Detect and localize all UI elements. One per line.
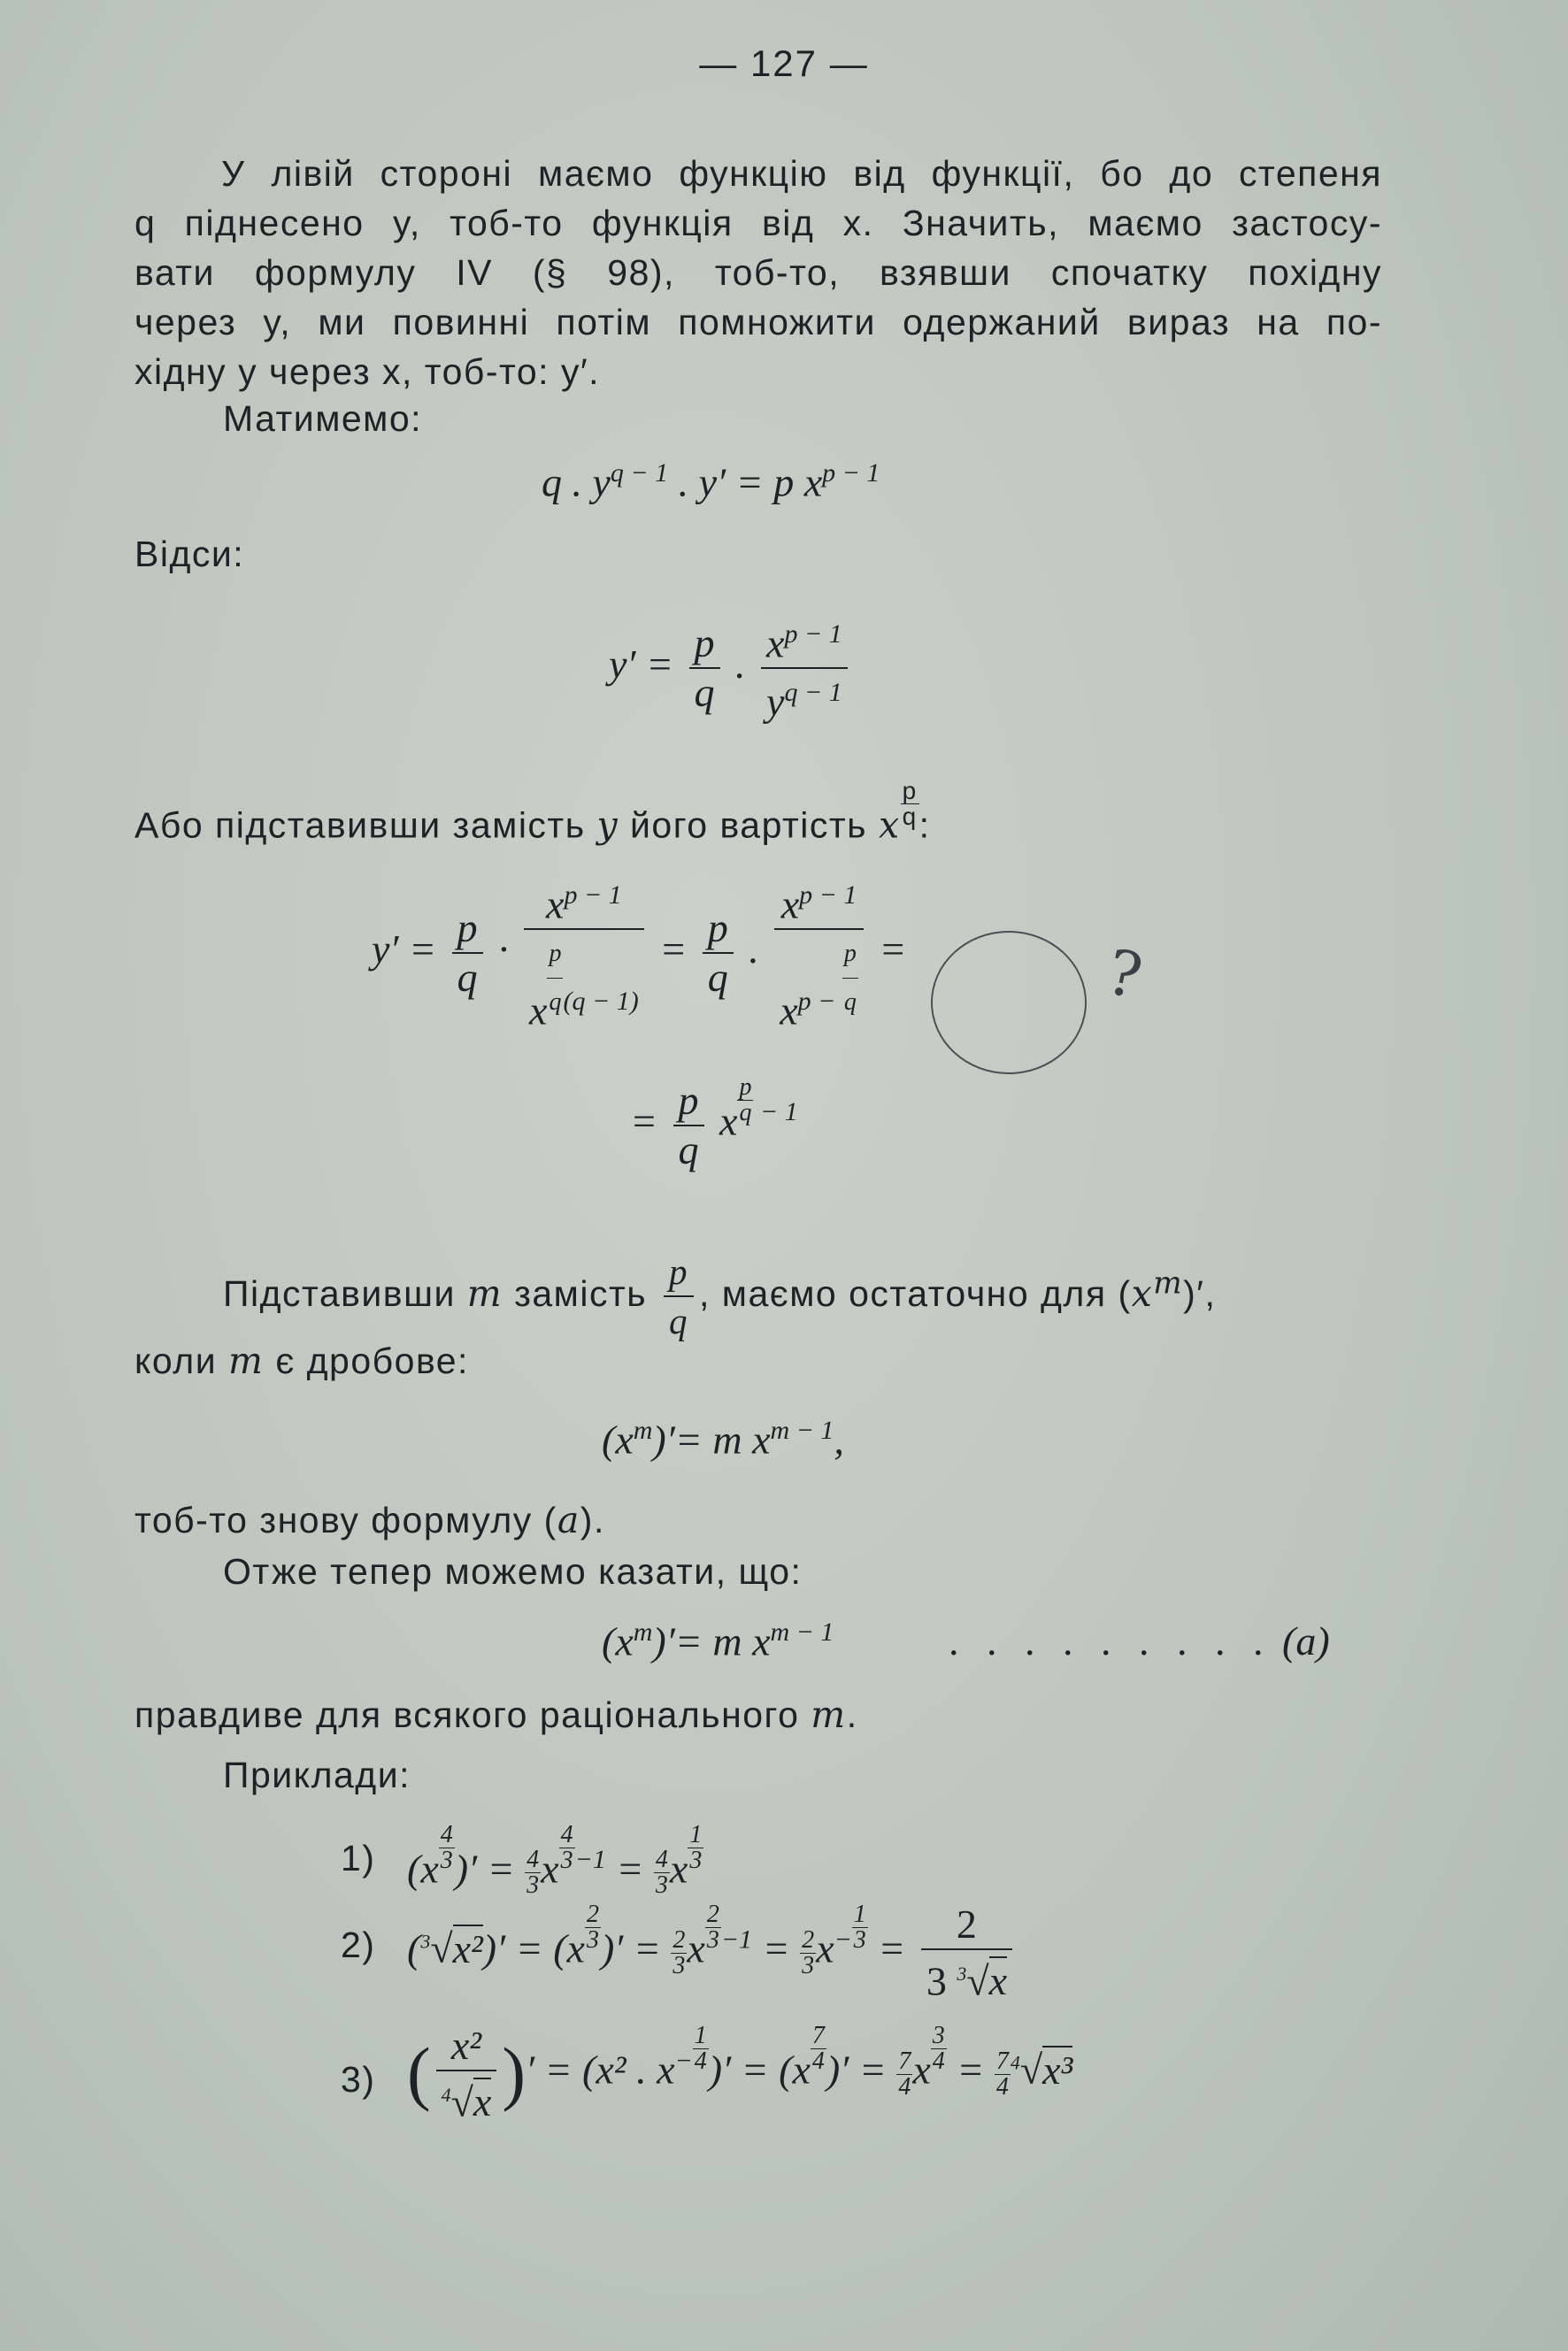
pencil-circle-mark — [931, 931, 1087, 1074]
intro-line-4: через y, ми повинні потім помножити одержаний вираз на по- — [135, 302, 1382, 342]
pencil-question-mark: ? — [1100, 934, 1149, 1014]
equation-5: $(x^m)'= m$ $x^{m - 1}$, — [602, 1416, 844, 1463]
fraction-p-over-q: $\frac{p}{q}$ — [689, 619, 720, 717]
page-number: — 127 — — [699, 42, 869, 84]
abo-line: Або підставивши замість y його вартість x $\frac{p}{q}$ : — [135, 777, 931, 847]
intro-paragraph — [135, 149, 1382, 396]
example-3-label: 3) — [341, 2059, 376, 2100]
pidstavyvshy-line-1: Підставивши m замість $\frac{p}{q}$ , маємо остаточно для $(x^m)'$, — [223, 1248, 1216, 1345]
pidstavyvshy-line-2: коли m є дробове: — [135, 1340, 469, 1382]
tobto-line: тоб-то знову формулу (a). — [135, 1499, 605, 1541]
example-1-label: 1) — [341, 1838, 376, 1878]
pravdyve-line: правдиве для всякого раціонального m. — [135, 1694, 858, 1736]
pryklady-label: Приклади: — [223, 1755, 411, 1795]
example-2-label: 2) — [341, 1925, 376, 1965]
equation-1: q . $y^{q - 1}$ . y′ = p $x^{p - 1}$ — [542, 458, 880, 505]
example-2-expression: ($^3$√x²)′ = (x $\frac{2}{3}$ )′ = $\frac{2}{3}$ x $\frac{2}{3}$ $^{-1}$ = $\frac{2}{3}$ x− $\frac{1}{3}$ = $\frac{2}{3 ^3√x}$ — [407, 1901, 1018, 2005]
matymemo-label: Матимемо: — [223, 398, 423, 439]
otzhe-line: Отже тепер можемо казати, що: — [223, 1551, 803, 1592]
equation-2: y′ = $\frac{p}{q}$ . $\frac{x^{p - 1}}{y^{q - 1}}$ — [609, 611, 853, 726]
intro-line-5: хідну y через x, тоб-то: y′. — [135, 351, 601, 392]
example-3-expression: ( $\frac{\text{x²}}{^4√x}$ )′ = (x² . x− $\frac{1}{4}$ )′ = (x $\frac{7}{4}$ )′ = $\frac{7}{4}$ x $\frac{3}{4}$ = $\frac{7}{4}$ $^4$√x³ — [407, 2022, 1073, 2125]
intro-line-1: У лівій стороні маємо функцію від функції, бо до степеня — [221, 153, 1382, 194]
fraction-powers: $\frac{x^{p - 1}}{y^{q - 1}}$ — [761, 611, 848, 726]
intro-line-2: q піднесено y, тоб-то функція від x. Значить, маємо застосу- — [135, 203, 1382, 243]
example-1-expression: (x $\frac{4}{3}$ )′ = $\frac{4}{3}$ x $\frac{4}{3}$ $^{-1}$ = $\frac{4}{3}$ x $\frac{1}{3}$ — [407, 1821, 703, 1900]
equation-6-tag: (a) — [1282, 1618, 1330, 1663]
equation-4: = $\frac{p}{q}$ x $\frac{p}{q}$ $^{- 1}$ — [630, 1073, 798, 1172]
equation-6: $(x^m)'= m$ $x^{m - 1}$ — [602, 1617, 834, 1664]
equation-3: y′ = $\frac{p}{q}$ · $x^{p - 1}$ x $\frac{p}{q}$ $^{(q - 1)}$ = $\frac{p}{q}$ . $x^{p - 1}$ $x^{p -}$ $\frac{p}{q}$ = — [372, 872, 906, 1035]
vidsy-label: Відси: — [135, 534, 245, 574]
intro-line-3: вати формулу IV (§ 98), тоб-то, взявши спочатку похідну — [135, 252, 1382, 293]
equation-6-leader: . . . . . . . . . (a) — [949, 1618, 1330, 1663]
